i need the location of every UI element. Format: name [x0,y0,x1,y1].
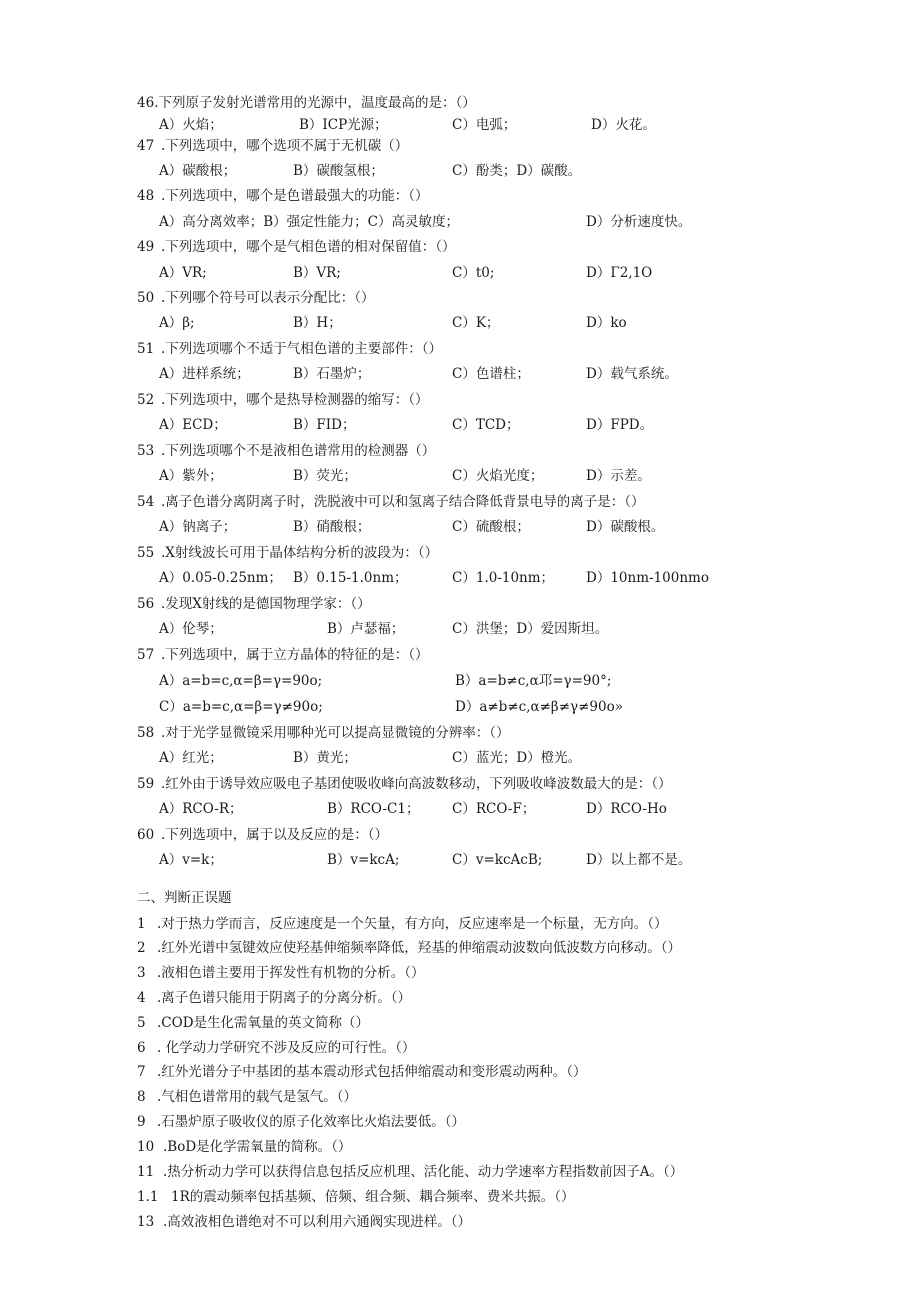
question-number: 58 [137,725,155,741]
option: D）示差。 [586,468,651,484]
question-text: .下列选项中，属于立方晶体的特征的是：（） [161,647,429,663]
option: A）RCO-R； [159,801,243,817]
statement-5 [137,1014,369,1032]
statement-8 [137,1088,357,1106]
statement-4 [137,989,411,1007]
question-text: .X射线波长可用于晶体结构分析的波段为：（） [161,545,439,561]
option: D）以上都不是。 [586,852,692,868]
question-number: 55 [137,545,155,561]
option: D）碳酸根。 [586,519,665,535]
question-text: .下列选项中，哪个是气相色谱的相对保留值：（） [161,239,456,255]
option: D）分析速度快。 [586,214,692,230]
option: C）RCO-F； [452,801,536,817]
question-text: .下列原子发射光谱常用的光源中，温度最高的是：（） [154,95,476,111]
option: C）K； [452,315,500,331]
statement-number: 8 [137,1089,146,1105]
option: A）0.05-0.25nm； [159,570,282,586]
question-number: 47 [137,138,155,154]
question-number: 60 [137,827,155,843]
question-number: 56 [137,596,155,612]
option: A）VR; [159,265,207,281]
statement-10 [137,1138,351,1156]
question-number: 46 [137,95,155,111]
option: C）酚类；D）碳酸。 [452,163,582,179]
statement-text: .离子色谱只能用于阴离子的分离分析。（） [157,990,412,1006]
question-number: 57 [137,647,155,663]
statement-9 [137,1113,465,1131]
option: C）v=kcAcB; [452,852,543,868]
statement-number: 3 [137,965,146,981]
statement-11 [137,1163,683,1181]
statement-number: 6 [137,1040,146,1056]
question-number: 50 [137,290,155,306]
option: C）火焰光度； [452,468,544,484]
statement-number: 9 [137,1114,146,1130]
option: A）伦琴； [159,621,223,637]
option: B）VR; [293,265,341,281]
option: D）RCO-Ho [586,801,667,817]
question-number: 48 [137,188,155,204]
option: C）蓝光；D）橙光。 [452,750,582,766]
question-text: .下列哪个符号可以表示分配比：（） [161,290,375,306]
question-number: 59 [137,776,155,792]
option: C）洪堡；D）爱因斯坦。 [452,621,609,637]
question-49 [137,238,456,256]
section-heading: 二、判断正误题 [137,890,232,906]
statement-text: .对于热力学而言，反应速度是一个矢量，有方向，反应速率是一个标量，无方向。（） [157,916,668,932]
option: C）t0; [452,265,495,281]
question-text: .离子色谱分离阴离子时，洗脱液中可以和氢离子结合降低背景电导的离子是：（） [161,494,645,510]
option: A）ECD； [159,417,227,433]
question-text: .下列选项中，哪个是热导检测器的缩写：（） [161,392,429,408]
option: A）碳酸根； [159,163,237,179]
option: D）ko [586,315,627,331]
question-53 [137,442,435,460]
question-text: .对于光学显微镜采用哪种光可以提高显微镜的分辨率：（） [161,725,510,741]
statement-text: .红外光谱中氢键效应使羟基伸缩频率降低，羟基的伸缩震动波数向低波数方向移动。（） [157,940,682,956]
statement-number: 2 [137,940,146,956]
option: D）Γ2,1O [586,265,653,281]
option: C）1.0-10nm； [452,570,555,586]
question-number: 53 [137,443,155,459]
question-47 [137,137,408,155]
question-55 [137,544,438,562]
question-60 [137,826,388,844]
option: C）a=b=c,α=β=γ≠90o; [159,699,323,715]
statement-7 [137,1063,587,1081]
question-number: 52 [137,392,155,408]
question-52 [137,391,429,409]
option: D）火花。 [591,117,656,133]
question-text: .下列选项中，哪个选项不属于无机碳（） [161,138,409,154]
statement-text: .气相色谱常用的载气是氢气。（） [157,1089,358,1105]
statement-text: .高效液相色谱绝对不可以利用六通阀实现进样。（） [163,1214,472,1230]
option: B）a=b≠c,α邛=γ=90°; [455,673,612,689]
question-58 [137,724,510,742]
option: B）H； [293,315,342,331]
statement-number: 5 [137,1015,146,1031]
option: A）v=k； [159,852,223,868]
statement-number: 13 [137,1214,155,1230]
question-text: .下列选项哪个不是液相色谱常用的检测器（） [161,443,436,459]
question-50 [137,289,375,307]
option: C）硫酸根； [452,519,530,535]
statement-3 [137,964,425,982]
statement-text: .BoD是化学需氧量的简称。（） [163,1139,352,1155]
option: B）FID； [293,417,356,433]
option: A）进样系统； [159,366,250,382]
statement-number: 7 [137,1064,146,1080]
statement-6 [137,1039,415,1057]
statement-text: 1R的震动频率包括基频、倍频、组合频、耦合频率、费米共振。（） [171,1189,575,1205]
question-number: 51 [137,341,155,357]
question-number: 49 [137,239,155,255]
option: B）v=kcA; [327,852,400,868]
question-59 [137,775,672,793]
question-text: .下列选项中，哪个是色谱最强大的功能：（） [161,188,429,204]
question-text: .下列选项哪个不适于气相色谱的主要部件：（） [161,341,443,357]
question-number: 54 [137,494,155,510]
option: A）高分离效率；B）强定性能力；C）高灵敏度； [159,214,459,230]
option: D）FPD。 [586,417,654,433]
statement-text: .COD是生化需氧量的英文简称（） [157,1015,370,1031]
option: C）电弧； [452,117,517,133]
option: B）硝酸根； [293,519,371,535]
option: A）β; [159,315,195,331]
statement-number: 10 [137,1139,155,1155]
option: B）碳酸氢根； [293,163,384,179]
option: B）石墨炉； [293,366,371,382]
question-51 [137,340,442,358]
option: A）火焰； [159,117,223,133]
option: B）ICP光源； [299,117,388,133]
statement-number: 11 [137,1164,155,1180]
statement-text: .红外光谱分子中基团的基本震动形式包括伸缩震动和变形震动两种。（） [157,1064,587,1080]
statement-text: .石墨炉原子吸收仪的原子化效率比火焰法要低。（） [157,1114,466,1130]
question-46 [137,94,476,112]
statement-number: 1.1 [137,1189,159,1205]
option: B）RCO-C1； [327,801,420,817]
option: A）a=b=c,α=β=γ=90o; [159,673,323,689]
option: D）载气系统。 [586,366,678,382]
option: C）色谱柱； [452,366,530,382]
question-48 [137,187,429,205]
statement-12 [137,1188,575,1206]
statement-text: . 化学动力学研究不涉及反应的可行性。（） [157,1040,416,1056]
question-57 [137,646,429,664]
statement-1 [137,915,668,933]
option: A）红光； [159,750,223,766]
statement-number: 4 [137,990,146,1006]
question-text: .发现X射线的是德国物理学家：（） [161,596,371,612]
option: A）钠离子； [159,519,237,535]
option: B）荧光； [293,468,357,484]
option: D）a≠b≠c,α≠β≠γ≠90o» [455,699,623,715]
option: D）10nm-100nmo [586,570,709,586]
option: B）0.15-1.0nm； [293,570,408,586]
statement-13 [137,1213,471,1231]
option: B）卢瑟福； [327,621,405,637]
statement-text: .热分析动力学可以获得信息包括反应机理、活化能、动力学速率方程指数前因子A。（） [163,1164,684,1180]
question-text: .红外由于诱导效应吸电子基团使吸收峰向高波数移动，下列吸收峰波数最大的是：（） [161,776,672,792]
option: C）TCD； [452,417,520,433]
statement-number: 1 [137,916,146,932]
statement-text: .液相色谱主要用于挥发性有机物的分析。（） [157,965,425,981]
question-text: .下列选项中，属于以及反应的是：（） [161,827,389,843]
option: B）黄光； [293,750,357,766]
option: A）紫外； [159,468,223,484]
statement-2 [137,939,681,957]
question-54 [137,493,645,511]
question-56 [137,595,371,613]
